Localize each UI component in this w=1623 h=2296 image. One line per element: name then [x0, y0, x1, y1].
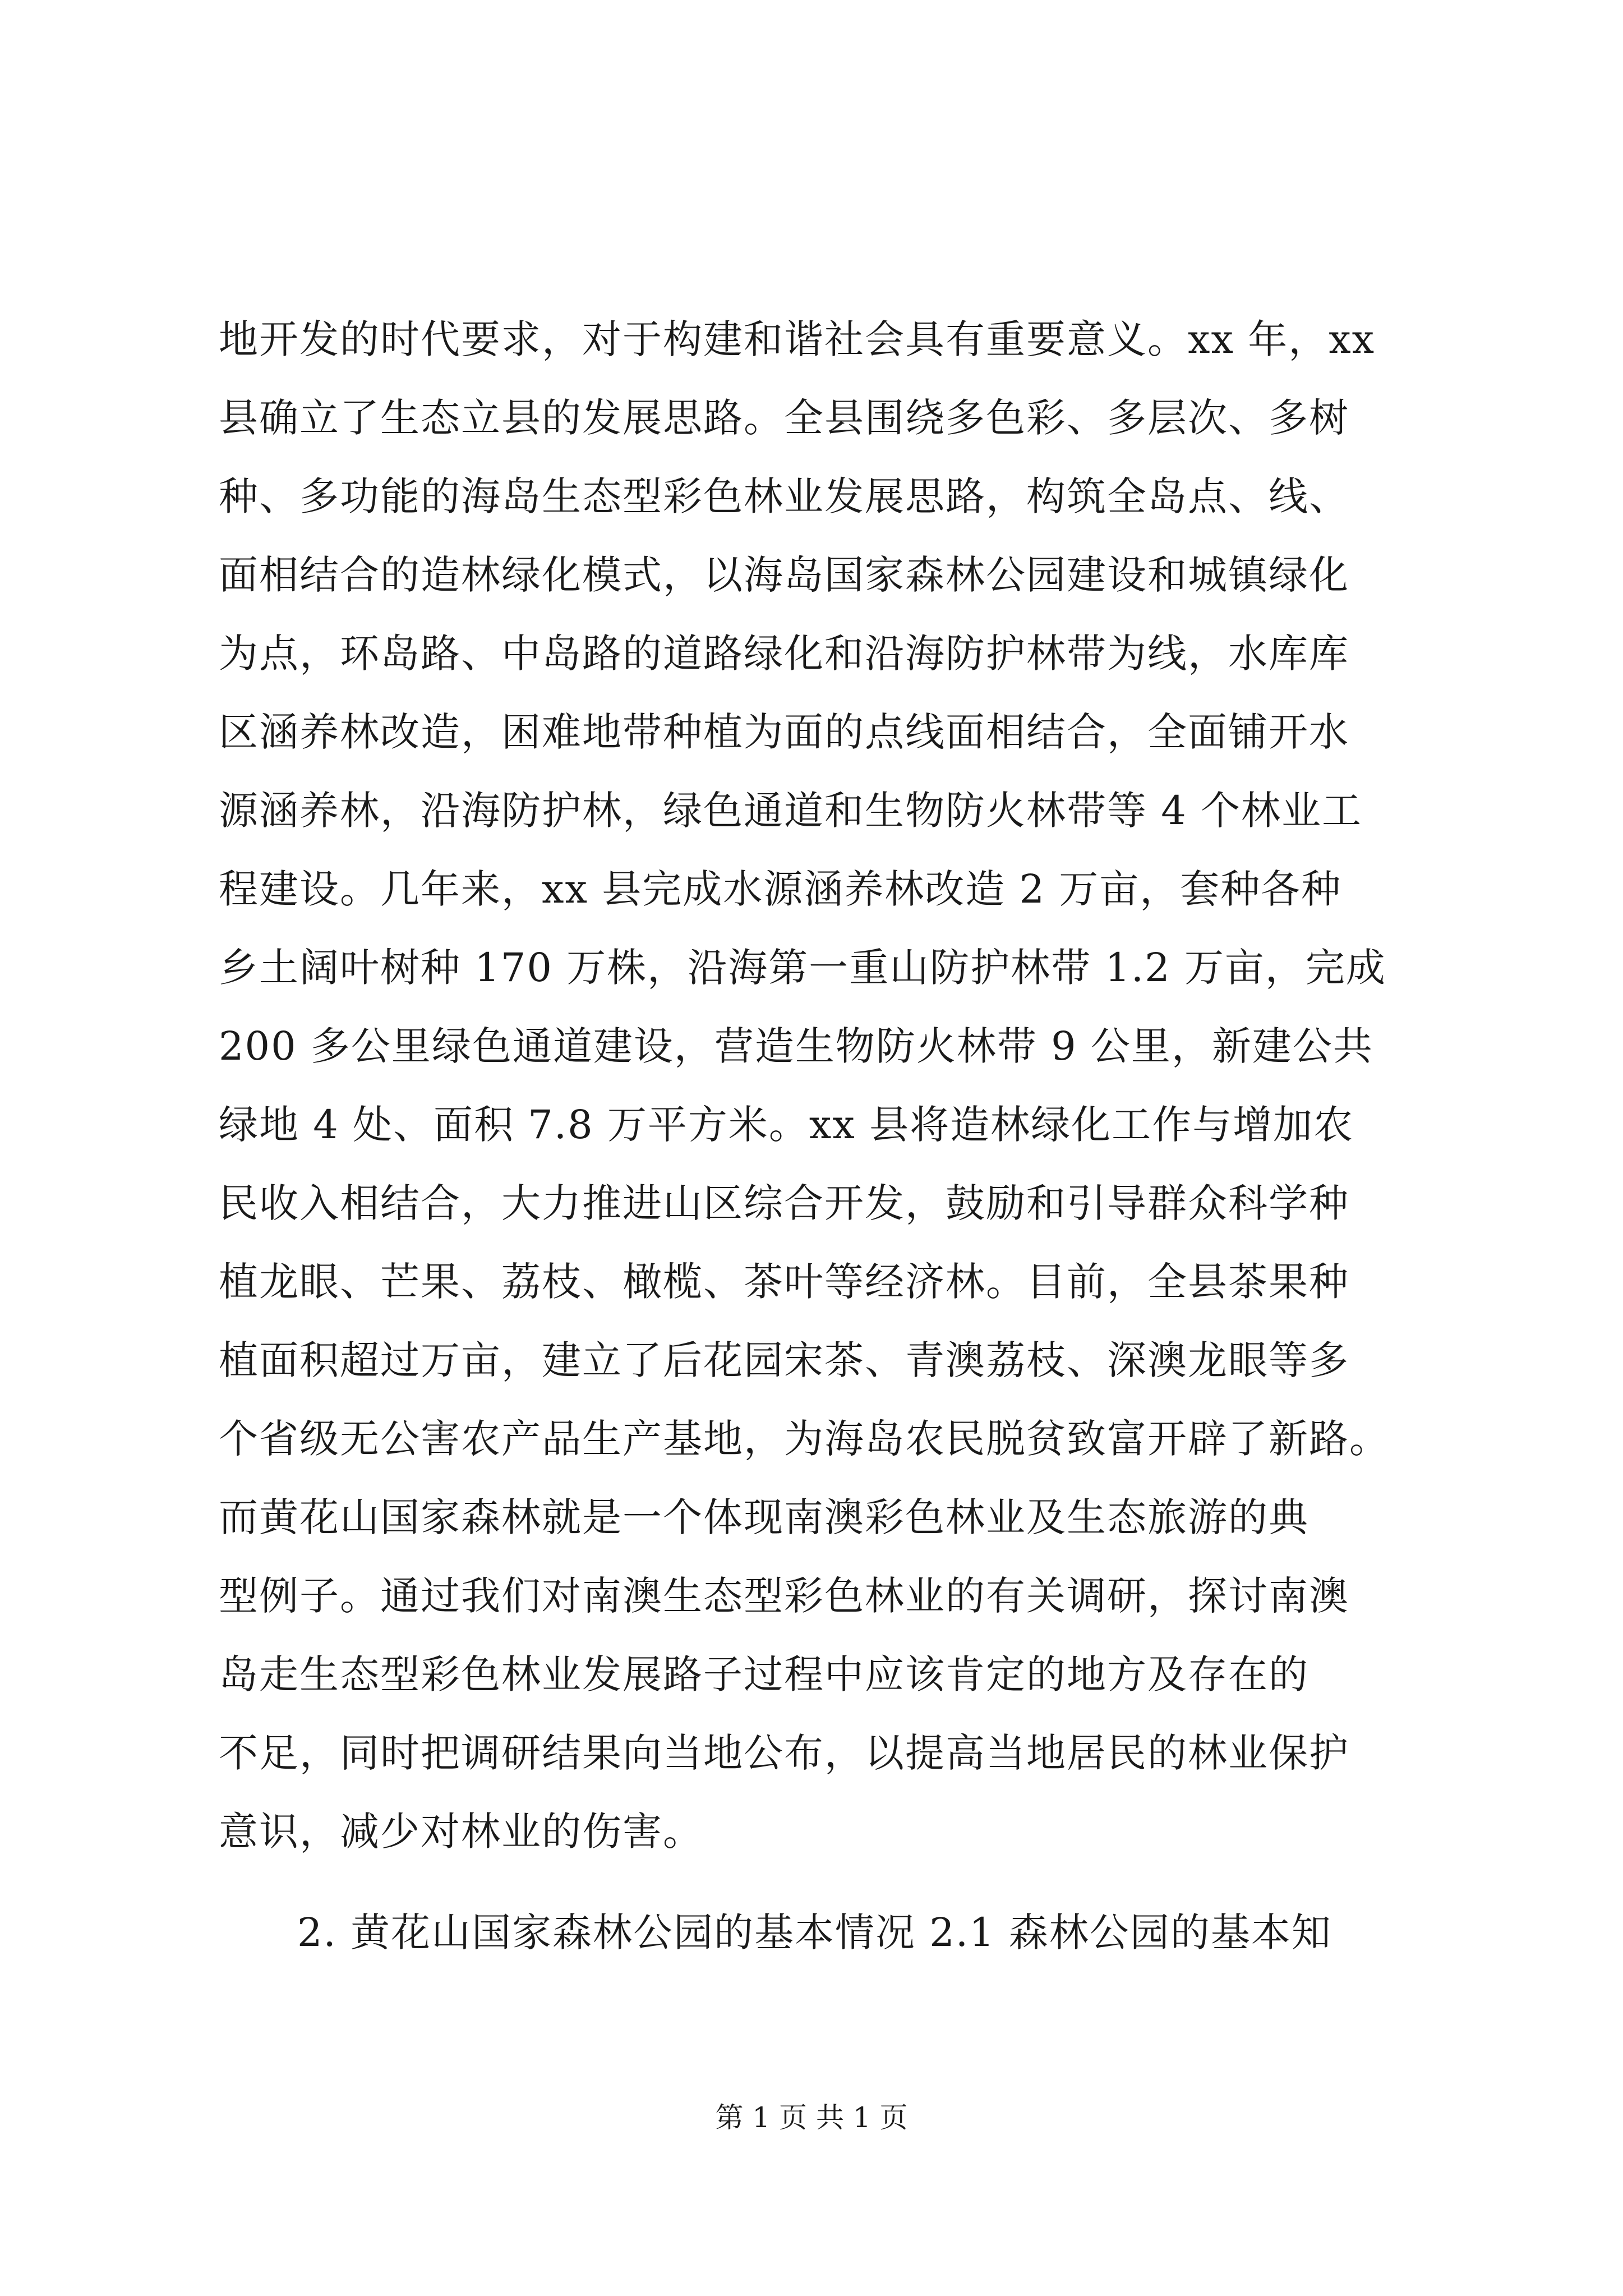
body-text-line: 县确立了生态立县的发展思路。全县围绕多色彩、多层次、多树	[219, 395, 1349, 441]
body-text-line: 区涵养林改造，困难地带种植为面的点线面相结合，全面铺开水	[219, 709, 1349, 755]
body-text-line: 型例子。通过我们对南澳生态型彩色林业的有关调研，探讨南澳	[219, 1573, 1349, 1619]
body-text-line: 岛走生态型彩色林业发展路子过程中应该肯定的地方及存在的	[219, 1651, 1309, 1697]
body-text-line: 个省级无公害农产品生产基地，为海岛农民脱贫致富开辟了新路。	[219, 1416, 1390, 1462]
body-text-line: 200 多公里绿色通道建设，营造生物防火林带 9 公里，新建公共	[219, 1023, 1373, 1069]
body-text-line: 种、多功能的海岛生态型彩色林业发展思路，构筑全岛点、线、	[219, 473, 1349, 519]
body-text-line: 面相结合的造林绿化模式，以海岛国家森林公园建设和城镇绿化	[219, 552, 1349, 598]
body-text-line: 而黄花山国家森林就是一个体现南澳彩色林业及生态旅游的典	[219, 1494, 1309, 1540]
body-text-line: 绿地 4 处、面积 7.8 万平方米。xx 县将造林绿化工作与增加农	[219, 1102, 1354, 1148]
section-heading-line: 2. 黄花山国家森林公园的基本情况 2.1 森林公园的基本知	[297, 1910, 1332, 1955]
body-text-line: 地开发的时代要求，对于构建和谐社会具有重要意义。xx 年，xx	[219, 316, 1376, 362]
body-text-line: 为点，环岛路、中岛路的道路绿化和沿海防护林带为线，水库库	[219, 631, 1349, 677]
body-text-line: 植龙眼、芒果、荔枝、橄榄、茶叶等经济林。目前，全县茶果种	[219, 1259, 1349, 1305]
body-text-line: 程建设。几年来，xx 县完成水源涵养林改造 2 万亩，套种各种	[219, 866, 1342, 912]
body-text-line: 意识，减少对林业的伤害。	[219, 1809, 703, 1855]
page-footer: 第 1 页 共 1 页	[715, 2101, 908, 2134]
body-text-line: 源涵养林，沿海防护林，绿色通道和生物防火林带等 4 个林业工	[219, 788, 1363, 834]
body-text-line: 植面积超过万亩，建立了后花园宋茶、青澳荔枝、深澳龙眼等多	[219, 1337, 1349, 1383]
body-text-line: 乡土阔叶树种 170 万株，沿海第一重山防护林带 1.2 万亩，完成	[219, 945, 1386, 991]
body-text-line: 民收入相结合，大力推进山区综合开发，鼓励和引导群众科学种	[219, 1180, 1349, 1226]
body-text-line: 不足，同时把调研结果向当地公布，以提高当地居民的林业保护	[219, 1730, 1349, 1776]
